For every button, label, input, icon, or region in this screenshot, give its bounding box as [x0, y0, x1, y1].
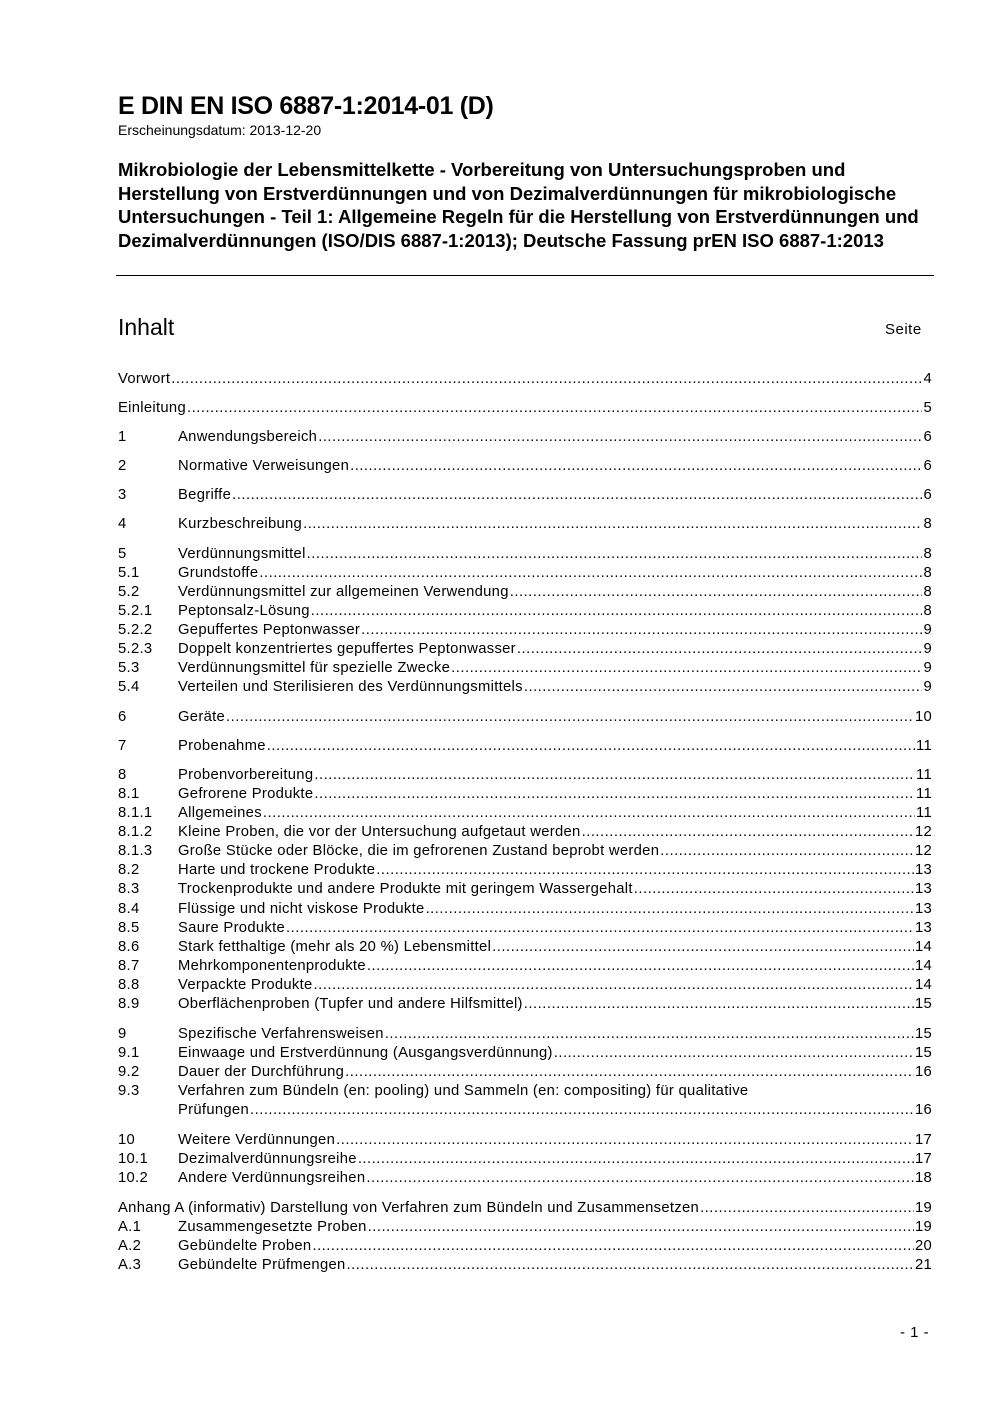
toc-entry[interactable]: [118, 804, 932, 823]
toc-entry-page: 6: [923, 487, 932, 503]
toc-entry-number: 2: [118, 458, 127, 474]
toc-entry-number: 6: [118, 709, 127, 725]
toc-entry-page: 8: [923, 516, 932, 532]
toc-entry[interactable]: [118, 564, 932, 583]
toc-entry-page: 13: [914, 920, 932, 936]
toc-entry[interactable]: [118, 1101, 932, 1120]
toc-entry-title: Peptonsalz-Lösung: [178, 603, 310, 619]
toc-dot-leader: [286, 919, 914, 938]
toc-entry-number: 8.7: [118, 958, 140, 974]
toc-dot-leader: [303, 515, 922, 534]
toc-entry[interactable]: [118, 900, 932, 919]
toc-entry[interactable]: [118, 785, 932, 804]
toc-entry-number: 9: [118, 1026, 127, 1042]
toc-entry-number: 5.4: [118, 679, 140, 695]
toc-entry-page: 19: [914, 1200, 932, 1216]
toc-dot-leader: [517, 640, 923, 659]
toc-entry-title: Geräte: [178, 709, 226, 725]
toc-entry-title: Dauer der Durchführung: [178, 1064, 345, 1080]
toc-entry[interactable]: [118, 938, 932, 957]
toc-entry-page: 6: [923, 458, 932, 474]
toc-dot-leader: [700, 1199, 914, 1218]
toc-entry[interactable]: [118, 919, 932, 938]
toc-entry-number: 5.2.1: [118, 603, 153, 619]
toc-entry-page: 14: [914, 977, 932, 993]
title-divider: [116, 275, 934, 276]
toc-entry-title: Spezifische Verfahrensweisen: [178, 1026, 384, 1042]
toc-entry-page: 19: [914, 1219, 932, 1235]
toc-entry-title: Gebündelte Prüfmengen: [178, 1257, 346, 1273]
toc-entry[interactable]: [118, 1044, 932, 1063]
toc-dot-leader: [554, 1044, 914, 1063]
toc-entry-number: 9.1: [118, 1045, 140, 1061]
toc-dot-leader: [171, 370, 922, 389]
toc-dot-leader: [385, 1025, 914, 1044]
toc-entry-page: 6: [923, 429, 932, 445]
toc-entry-page: 8: [923, 565, 932, 581]
toc-dot-leader: [451, 659, 922, 678]
toc-entry-title: Verfahren zum Bündeln (en: pooling) und Sammeln (en: compositing) für qualitative: [178, 1083, 749, 1099]
toc-entry[interactable]: [118, 640, 932, 659]
toc-entry[interactable]: [118, 766, 932, 785]
toc-entry[interactable]: [118, 678, 932, 697]
toc-entry-page: 15: [914, 996, 932, 1012]
toc-entry-title: Einleitung: [118, 400, 186, 416]
toc-dot-leader: [318, 428, 922, 447]
toc-entry-number: 5: [118, 546, 127, 562]
toc-entry-title: Anhang A (informativ) Darstellung von Verfahren zum Bündeln und Zusammensetzen: [118, 1200, 700, 1216]
toc-entry[interactable]: [118, 515, 932, 534]
toc-entry[interactable]: [118, 428, 932, 447]
toc-entry-page: 8: [923, 584, 932, 600]
toc-dot-leader: [524, 995, 914, 1014]
toc-entry-page: 11: [916, 738, 932, 754]
page-column-label: Seite: [885, 321, 922, 338]
toc-entry-title: Andere Verdünnungsreihen: [178, 1170, 366, 1186]
toc-entry-title: Gebündelte Proben: [178, 1238, 312, 1254]
toc-entry-title: Verdünnungsmittel für spezielle Zwecke: [178, 660, 451, 676]
toc-entry-page: 16: [914, 1102, 932, 1118]
toc-dot-leader: [336, 1131, 914, 1150]
toc-entry[interactable]: [118, 1256, 932, 1275]
toc-entry-page: 14: [914, 958, 932, 974]
toc-dot-leader: [250, 1101, 914, 1120]
toc-entry-title: Trockenprodukte und andere Produkte mit geringem Wassergehalt: [178, 881, 633, 897]
toc-entry-title: Normative Verweisungen: [178, 458, 350, 474]
toc-dot-leader: [311, 602, 923, 621]
toc-entry[interactable]: [118, 861, 932, 880]
toc-entry-title: Gepuffertes Peptonwasser: [178, 622, 361, 638]
toc-entry-page: 10: [914, 709, 932, 725]
toc-entry-number: 10: [118, 1132, 136, 1148]
toc-entry-page: 9: [923, 679, 932, 695]
toc-dot-leader: [660, 842, 914, 861]
toc-entry-number: 1: [118, 429, 127, 445]
toc-entry-number: 8.1: [118, 786, 140, 802]
toc-dot-leader: [634, 880, 914, 899]
toc-dot-leader: [267, 737, 915, 756]
toc-entry-title: Doppelt konzentriertes gepuffertes Peptonwasser: [178, 641, 516, 657]
toc-dot-leader: [307, 545, 923, 564]
toc-dot-leader: [187, 399, 922, 418]
toc-entry-title: Harte und trockene Produkte: [178, 862, 376, 878]
toc-entry-title: Dezimalverdünnungsreihe: [178, 1151, 357, 1167]
toc-entry[interactable]: [118, 842, 932, 861]
toc-entry[interactable]: [118, 1237, 932, 1256]
toc-dot-leader: [361, 621, 922, 640]
toc-entry-title: Verdünnungsmittel zur allgemeinen Verwendung: [178, 584, 509, 600]
toc-entry-title: Grundstoffe: [178, 565, 259, 581]
toc-entry-page: 13: [914, 901, 932, 917]
toc-entry[interactable]: [118, 1169, 932, 1188]
toc-entry-number: 8.9: [118, 996, 140, 1012]
toc-entry-title: Oberflächenproben (Tupfer und andere Hilfsmittel): [178, 996, 523, 1012]
toc-dot-leader: [358, 1150, 914, 1169]
toc-entry[interactable]: [118, 708, 932, 727]
toc-entry-number: 8.3: [118, 881, 140, 897]
toc-entry-number: 10.2: [118, 1170, 148, 1186]
toc-entry-title: Vorwort: [118, 371, 171, 387]
toc-entry-page: 16: [914, 1064, 932, 1080]
toc-dot-leader: [259, 564, 922, 583]
toc-entry-title: Probenvorbereitung: [178, 767, 314, 783]
toc-dot-leader: [232, 486, 922, 505]
toc-entry-number: 8.1.3: [118, 843, 153, 859]
document-number: E DIN EN ISO 6887-1:2014-01 (D): [118, 92, 494, 120]
toc-entry[interactable]: [118, 1063, 932, 1082]
toc-entry-page: 11: [916, 805, 932, 821]
toc-entry-page: 8: [923, 546, 932, 562]
toc-entry[interactable]: [118, 1025, 932, 1044]
toc-entry-number: 8.4: [118, 901, 140, 917]
toc-entry-number: 5.2.3: [118, 641, 153, 657]
toc-entry-title: Einwaage und Erstverdünnung (Ausgangsverdünnung): [178, 1045, 553, 1061]
toc-dot-leader: [226, 708, 914, 727]
toc-entry-page: 12: [914, 843, 932, 859]
toc-entry[interactable]: [118, 583, 932, 602]
toc-indent: [118, 1101, 178, 1120]
toc-entry-number: 5.3: [118, 660, 140, 676]
toc-entry-number: 8.5: [118, 920, 140, 936]
toc-entry-page: 4: [923, 371, 932, 387]
toc-entry-number: A.3: [118, 1257, 142, 1273]
toc-entry[interactable]: [118, 370, 932, 389]
toc-entry-number: 5.2.2: [118, 622, 153, 638]
toc-dot-leader: [312, 1237, 913, 1256]
toc-entry[interactable]: [118, 1082, 932, 1101]
toc-entry[interactable]: [118, 1199, 932, 1218]
toc-entry-number: 5.2: [118, 584, 140, 600]
toc-entry-title: Weitere Verdünnungen: [178, 1132, 336, 1148]
toc-entry-title: Verpackte Produkte: [178, 977, 313, 993]
toc-heading: Inhalt: [118, 314, 175, 340]
toc-entry-number: A.1: [118, 1219, 142, 1235]
toc-entry-page: 5: [923, 400, 932, 416]
toc-entry[interactable]: [118, 399, 932, 418]
toc-entry-title: Allgemeines: [178, 805, 262, 821]
toc-entry-number: 9.3: [118, 1083, 140, 1099]
toc-entry-title: Verdünnungsmittel: [178, 546, 306, 562]
toc-dot-leader: [263, 804, 915, 823]
toc-entry-page: 21: [914, 1257, 932, 1273]
toc-entry-title: Kleine Proben, die vor der Untersuchung aufgetaut werden: [178, 824, 581, 840]
toc-dot-leader: [492, 938, 914, 957]
toc-dot-leader: [366, 1169, 914, 1188]
toc-dot-leader: [314, 785, 915, 804]
toc-entry-page: 15: [914, 1045, 932, 1061]
toc-entry[interactable]: [118, 1131, 932, 1150]
toc-entry-page: 11: [916, 767, 932, 783]
toc-entry-page: 12: [914, 824, 932, 840]
toc-entry-title: Zusammengesetzte Proben: [178, 1219, 367, 1235]
toc-entry-title: Gefrorene Produkte: [178, 786, 314, 802]
toc-entry[interactable]: [118, 602, 932, 621]
toc-entry-number: 8: [118, 767, 127, 783]
toc-entry-title: Anwendungsbereich: [178, 429, 318, 445]
toc-entry[interactable]: [118, 957, 932, 976]
toc-dot-leader: [350, 457, 922, 476]
toc-entry-page: 9: [923, 641, 932, 657]
toc-entry-title: Flüssige und nicht viskose Produkte: [178, 901, 425, 917]
toc-entry[interactable]: [118, 995, 932, 1014]
toc-dot-leader: [368, 1218, 914, 1237]
toc-entry-number: 8.8: [118, 977, 140, 993]
toc-entry-page: 15: [914, 1026, 932, 1042]
toc-entry-number: 10.1: [118, 1151, 148, 1167]
toc-entry-number: 4: [118, 516, 127, 532]
toc-entry[interactable]: [118, 457, 932, 476]
toc-entry-page: 14: [914, 939, 932, 955]
toc-entry-title: Verteilen und Sterilisieren des Verdünnungsmittels: [178, 679, 523, 695]
toc-dot-leader: [524, 678, 923, 697]
toc-entry[interactable]: [118, 823, 932, 842]
toc-entry-number: 5.1: [118, 565, 140, 581]
toc-entry-page: 17: [914, 1132, 932, 1148]
toc-entry[interactable]: [118, 1218, 932, 1237]
toc-entry[interactable]: [118, 880, 932, 899]
toc-dot-leader: [376, 861, 914, 880]
toc-entry-title: Stark fetthaltige (mehr als 20 %) Lebensmittel: [178, 939, 492, 955]
toc-entry-title: Große Stücke oder Blöcke, die im gefrorenen Zustand beprobt werden: [178, 843, 660, 859]
page-number: - 1 -: [900, 1324, 930, 1341]
toc-entry-page: 18: [914, 1170, 932, 1186]
toc-entry[interactable]: [118, 486, 932, 505]
toc-dot-leader: [314, 766, 915, 785]
toc-entry-number: 8.6: [118, 939, 140, 955]
toc-entry[interactable]: [118, 737, 932, 756]
toc-entry-title: Kurzbeschreibung: [178, 516, 303, 532]
toc-dot-leader: [510, 583, 923, 602]
toc-dot-leader: [345, 1063, 914, 1082]
toc-dot-leader: [582, 823, 914, 842]
toc-entry-title: Begriffe: [178, 487, 232, 503]
toc-entry[interactable]: [118, 545, 932, 564]
toc-entry-title: Probenahme: [178, 738, 266, 754]
toc-entry-page: 9: [923, 660, 932, 676]
toc-entry[interactable]: [118, 621, 932, 640]
toc-entry-page: 13: [914, 881, 932, 897]
publication-date: Erscheinungsdatum: 2013-12-20: [118, 122, 322, 138]
toc-entry-page: 9: [923, 622, 932, 638]
toc-entry-number: 3: [118, 487, 127, 503]
toc-entry-number: 7: [118, 738, 127, 754]
toc-dot-leader: [367, 957, 914, 976]
toc-entry-page: 8: [923, 603, 932, 619]
toc-entry-title: Mehrkomponentenprodukte: [178, 958, 366, 974]
toc-entry-page: 20: [914, 1238, 932, 1254]
toc-entry-page: 13: [914, 862, 932, 878]
toc-entry-number: 9.2: [118, 1064, 140, 1080]
toc-entry[interactable]: [118, 1150, 932, 1169]
toc-entry-title: Saure Produkte: [178, 920, 286, 936]
toc-entry[interactable]: [118, 976, 932, 995]
toc-entry-number: 8.2: [118, 862, 140, 878]
toc-dot-leader: [426, 900, 914, 919]
toc-entry-number: 8.1.2: [118, 824, 153, 840]
toc-entry-page: 11: [916, 786, 932, 802]
toc-entry-title-continued: Prüfungen: [178, 1102, 249, 1118]
toc-dot-leader: [314, 976, 914, 995]
toc-entry[interactable]: [118, 659, 932, 678]
toc-dot-leader: [347, 1256, 914, 1275]
toc-entry-number: A.2: [118, 1238, 142, 1254]
toc-entry-page: 17: [914, 1151, 932, 1167]
toc-entry-number: 8.1.1: [118, 805, 153, 821]
document-title: Mikrobiologie der Lebensmittelkette - Vorbereitung von Untersuchungsproben und Herstellung von Erstverdünnungen und von Dezimalverdünnungen für mikrobiologische Untersuchungen - Teil 1: Allgemeine Regeln für die Herstellung von Erstverdünnungen und Dezimalverdünnungen (ISO/DIS 6887-1:2013); Deutsche Fassung prEN ISO 6887-1:2013: [118, 159, 919, 251]
